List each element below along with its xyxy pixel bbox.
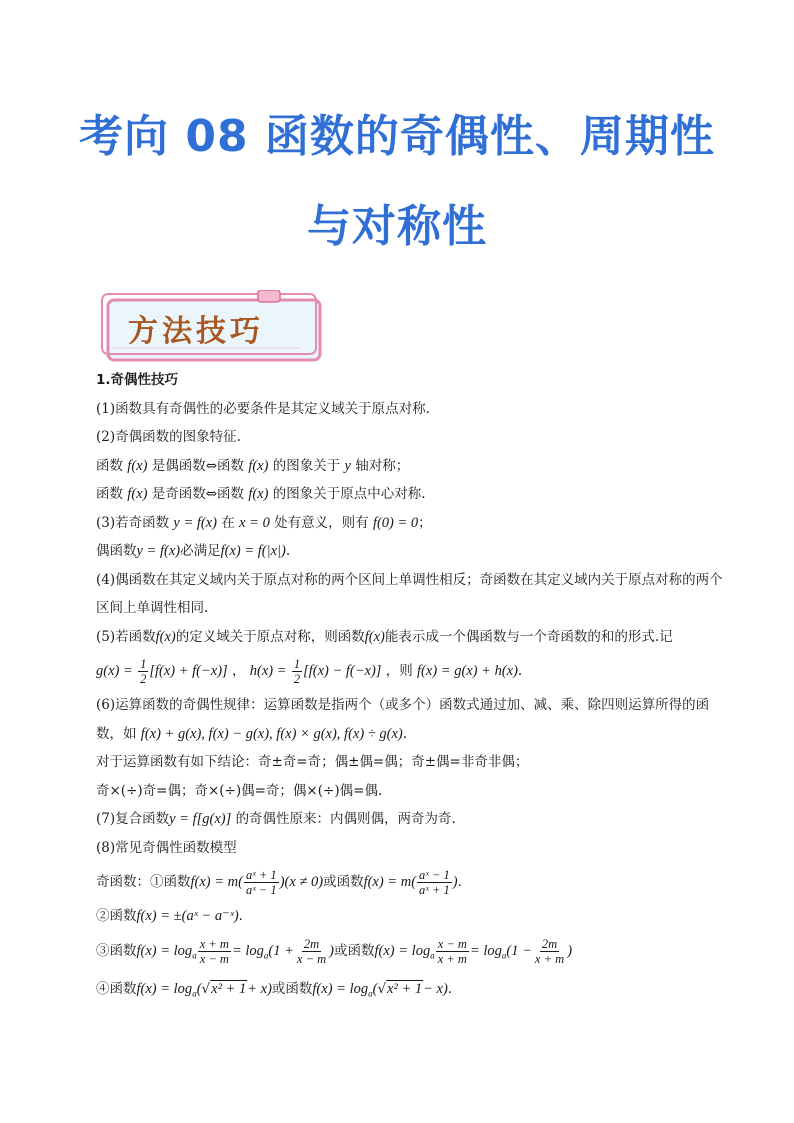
line-18-odd-model-4: ④函数$f(x) = \log_a(√x^2 + 1+ x)$或函数$f(x) = \log_a(√x^2 + 1- x)$．	[96, 981, 462, 999]
line-14: (8)常见奇偶性函数模型	[96, 839, 237, 856]
fraction-half-h: $\frac{1}{2}$	[293, 657, 301, 686]
line-2: (2)奇偶函数的图象特征.	[96, 429, 241, 445]
line-8: (5)若函数f(x)的定义域关于原点对称，则函数f(x)能表示成一个偶函数与一个奇函数的和的形式.记	[96, 628, 673, 645]
fraction-log-2: $\frac{2m}{x - m}$	[296, 936, 327, 966]
line-11: 对于运算函数有如下结论：奇±奇=奇；偶±偶=偶；奇±偶=非奇非偶；	[96, 754, 529, 770]
line-3: 函数 f(x) 是偶函数⇔函数 f(x) 的图象关于 y 轴对称；	[96, 457, 410, 474]
fraction-ax: $\frac{\text{aˣ + 1}}{\text{aˣ − 1}}$	[245, 868, 277, 897]
section-badge	[100, 290, 330, 366]
content-body	[96, 366, 726, 1008]
line-1: (1)函数具有奇偶性的必要条件是其定义域关于原点对称.	[96, 400, 430, 417]
page-title-line1: 考向 08 函数的奇偶性、周期性	[79, 111, 715, 162]
line-16-odd-model-2: ②函数f(x) = ±(aˣ − a⁻ˣ)．	[96, 908, 253, 924]
fraction-log-4: $\frac{2m}{x + m}$	[534, 936, 565, 966]
fraction-ax-2: $\frac{\text{aˣ − 1}}{\text{aˣ + 1}}$	[419, 868, 450, 897]
line-12: 奇×(÷)奇=偶；奇×(÷)偶=奇；偶×(÷)偶=偶.	[96, 782, 383, 799]
page-title-line2: 与对称性	[307, 201, 487, 252]
line-6: 偶函数y = f(x)必满足f(x) = f(|x|).	[96, 543, 291, 559]
line-7: (4)偶函数在其定义域内关于原点对称的两个区间上单调性相反；奇函数在其定义域内关于原点对称的两个区间上单调性相同.	[96, 571, 723, 616]
line-5: (3)若奇函数 y = f(x) 在 x = 0 处有意义，则有 f(0) = 0；	[96, 514, 432, 531]
fraction-half-g: $\frac{1}{2}$	[140, 657, 147, 686]
line-15-odd-model-1: 奇函数：①函数f(x) = m( $\frac{\text{aˣ + 1}}{\text{aˣ − 1}}$ )(x ≠ 0)或函数f(x) = m( $\frac{\text{aˣ − 1}}{\text{aˣ + 1}}$ )．	[96, 868, 472, 897]
line-4: 函数 f(x) 是奇函数⇔函数 f(x) 的图象关于原点中心对称.	[96, 486, 426, 502]
line-13: (7)复合函数y = f[g(x)] 的奇偶性原来：内偶则偶，两奇为奇.	[96, 811, 456, 827]
section-heading: 1.奇偶性技巧	[96, 372, 179, 388]
line-10: (6)运算函数的奇偶性规律：运算函数是指两个（或多个）函数式通过加、减、乘、除四则运算所得的函数，如 f(x) + g(x), f(x) − g(x), f(x) × g(x), f(x) ÷ g(x).	[96, 697, 710, 742]
fraction-log-1: $\frac{x + m}{x - m}$	[199, 936, 229, 966]
line-17-odd-model-3: ③函数$f(x) = \log_a$ $\frac{x + m}{x - m}$ = $\log_a(1$ + $\frac{2m}{x - m}$ )或函数$f(x) = \log_a$ $\frac{x - m}{x + m}$ = $\log_a(1$ − $\frac{2m}{x + m}$ )	[96, 936, 573, 966]
line-9-formula: g(x) = $\frac{1}{2}$ [f(x) + f(−x)] ， h(x) = $\frac{1}{2}$ [f(x) − f(−x)] ，则 f(x) = g(x) + h(x).	[96, 657, 523, 686]
fraction-log-3: $\frac{x - m}{x + m}$	[437, 936, 467, 966]
badge-label: 方法技巧	[128, 314, 264, 349]
